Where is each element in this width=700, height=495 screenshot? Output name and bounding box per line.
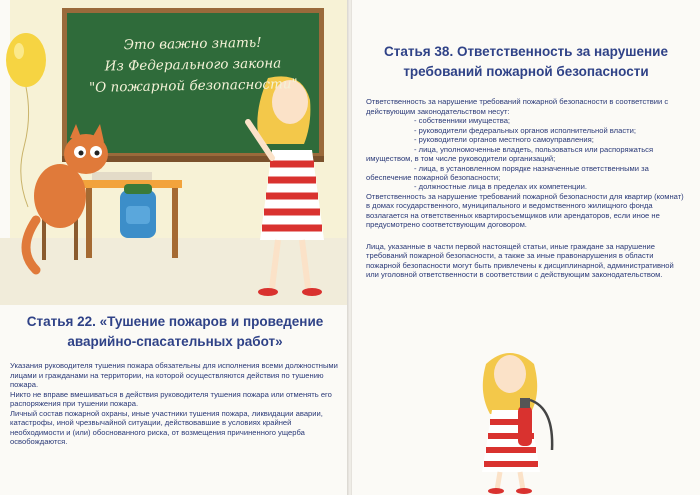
backpack [120, 184, 156, 238]
article-38-paragraph-2: Ответственность за нарушение требований пожарной безопасности для квартир (комнат) в домах государственного, муниципального и ведомственного жилищного фонда возлагается на ответственных квартиросъемщиков или арендаторов, если иное не предусмотрено соответствующим договором. [366, 191, 684, 230]
article-38-item-5-tail: обеспечение пожарной безопасности; [366, 173, 501, 182]
article-38 [366, 42, 686, 280]
chalkboard-text [77, 32, 308, 99]
article-38-item: - собственники имущества; [414, 116, 511, 126]
article-22-title [10, 312, 340, 351]
article-38-title-line-2: требований пожарной безопасности [403, 63, 649, 79]
article-38-item-4-head: - лица, уполномоченные владеть, пользоваться или распоряжаться [414, 144, 654, 154]
article-38-item: - руководители органов местного самоуправления; [414, 135, 594, 145]
article-38-item-6: - должностные лица в пределах их компетенции. [414, 182, 588, 192]
article-22-paragraph: Никто не вправе вмешиваться в действия руководителя тушения пожара или отменять его распоряжения при тушении пожара. [10, 389, 332, 409]
article-38-intro: Ответственность за нарушение требований пожарной безопасности в соответствии с действующим законодательством несут: [366, 97, 669, 116]
article-38-title [366, 42, 686, 81]
article-38-item: - руководители федеральных органов исполнительной власти; [414, 125, 636, 135]
article-38-body [366, 97, 686, 280]
article-22-title-line-1: Статья 22. «Тушение пожаров и проведение [26, 314, 324, 329]
right-page [352, 0, 700, 495]
article-22-title-line-2: аварийно-спасательных работ» [67, 333, 283, 349]
chalkboard-line-3: "О пожарной безопасности" [88, 76, 298, 96]
left-page [0, 0, 348, 495]
article-22-body [10, 361, 340, 446]
article-38-paragraph-3: Лица, указанные в части первой настоящей статьи, иные граждане за нарушение требований пожарной безопасности, а также за иные правонарушения в области пожарной безопасности могут быть привлечены к дисциплинарной, административной или уголовной ответственности в соответствии с действующим законодательством. [366, 241, 674, 280]
chalkboard-line-2: Из Федерального закона [104, 55, 282, 75]
article-38-item-5-head: - лица, в установленном порядке назначенные ответственными за [414, 163, 649, 173]
article-38-item-4-tail: имуществом, в том числе руководители организаций; [366, 154, 556, 164]
article-38-title-line-1: Статья 38. Ответственность за нарушение [384, 44, 668, 59]
article-22-paragraph: Личный состав пожарной охраны, иные участники тушения пожара, ликвидации аварии, катастрофы, иной чрезвычайной ситуации, действовавшие в условиях крайней необходимости и (или) обоснованного риска, от возмещения причиненного ущерба освобождаются. [10, 408, 323, 446]
girl-with-extinguisher-illustration [456, 334, 566, 494]
chalkboard-line-1: Это важно знать! [123, 34, 262, 54]
article-22 [10, 312, 340, 446]
article-22-paragraph: Указания руководителя тушения пожара обязательны для исполнения всеми должностными лицами и гражданами на территории, на которой осуществляются действия по тушению пожара. [10, 361, 338, 390]
